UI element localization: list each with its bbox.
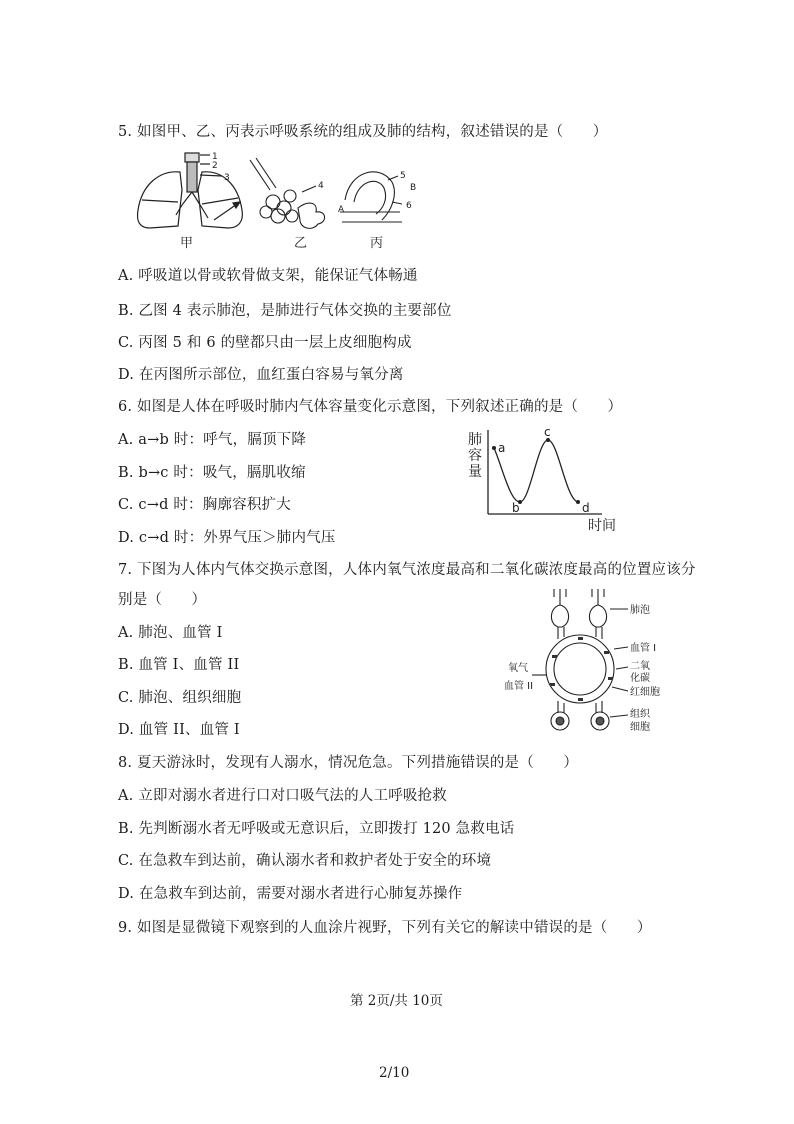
label-co2-2: 化碳 xyxy=(630,673,650,684)
label-B: B xyxy=(410,183,417,193)
label-6: 6 xyxy=(406,201,412,211)
lung-volume-curve xyxy=(494,440,578,502)
alveolus-right xyxy=(589,605,606,627)
q5-option-d: D. 在丙图所示部位，血红蛋白容易与氧分离 xyxy=(118,367,404,383)
question-8-stem: 8. 夏天游泳时，发现有人溺水，情况危急。下列措施错误的是（ ） xyxy=(118,755,579,771)
question-7-stem-line1: 7. 下图为人体内气体交换示意图，人体内氧气浓度最高和二氧化碳浓度最高的位置应该分 xyxy=(118,562,696,578)
q8-option-b: B. 先判断溺水者无呼吸或无意识后，立即拨打 120 急救电话 xyxy=(118,821,515,837)
label-5: 5 xyxy=(400,171,406,181)
point-d xyxy=(576,500,580,504)
q5-option-a: A. 呼吸道以骨或软骨做支架，能保证气体畅通 xyxy=(118,268,418,284)
label-A: A xyxy=(338,205,345,215)
lungs-diagram xyxy=(138,153,243,228)
q8-option-a: A. 立即对溺水者进行口对口吸气法的人工呼吸抢救 xyxy=(118,788,447,804)
page-footer-label: 第 2页/共 10页 xyxy=(350,993,443,1009)
q8-option-c: C. 在急救车到达前，确认溺水者和救护者处于安全的环境 xyxy=(118,853,492,869)
respiratory-system-figure xyxy=(130,150,430,250)
graph-ylabel-1: 肺 xyxy=(468,432,482,448)
label-co2-1: 二氧 xyxy=(630,661,650,672)
label-tissue-2: 细胞 xyxy=(630,722,650,733)
label-yi: 乙 xyxy=(294,236,308,250)
gas-exchange-figure xyxy=(500,585,680,737)
label-point-c: c xyxy=(544,426,551,439)
label-oxygen: 氧气 xyxy=(508,663,528,674)
question-5-stem: 5. 如图甲、乙、丙表示呼吸系统的组成及肺的结构，叙述错误的是（ ） xyxy=(118,124,608,140)
label-1: 1 xyxy=(212,152,218,162)
label-rbc: 红细胞 xyxy=(630,687,660,698)
q6-option-c: C. c→d 时：胸廓容积扩大 xyxy=(118,497,291,513)
alveoli-diagram xyxy=(250,158,325,228)
q6-option-a: A. a→b 时：呼气，膈顶下降 xyxy=(118,432,307,448)
label-2: 2 xyxy=(212,161,218,171)
point-a xyxy=(492,446,496,450)
q6-option-d: D. c→d 时：外界气压＞肺内气压 xyxy=(118,530,336,546)
label-3: 3 xyxy=(224,173,230,183)
red-blood-cells xyxy=(550,637,613,701)
q5-option-c: C. 丙图 5 和 6 的壁都只由一层上皮细胞构成 xyxy=(118,335,412,351)
page-number: 2/10 xyxy=(379,1065,410,1081)
label-point-a: a xyxy=(498,441,506,455)
label-point-d: d xyxy=(582,501,590,515)
q7-option-c: C. 肺泡、组织细胞 xyxy=(118,690,242,706)
alveolus-left xyxy=(551,605,568,627)
graph-ylabel-3: 量 xyxy=(468,464,482,480)
label-bing: 丙 xyxy=(370,236,384,250)
graph-xlabel: 时间 xyxy=(588,518,616,534)
q7-option-a: A. 肺泡、血管 I xyxy=(118,625,223,641)
q8-option-d: D. 在急救车到达前，需要对溺水者进行心肺复苏操作 xyxy=(118,886,463,902)
capillary-diagram xyxy=(340,172,402,222)
label-4: 4 xyxy=(318,181,324,191)
label-point-b: b xyxy=(512,501,520,515)
question-6-stem: 6. 如图是人体在呼吸时肺内气体容量变化示意图，下列叙述正确的是（ ） xyxy=(118,399,623,415)
q5-option-b: B. 乙图 4 表示肺泡，是肺进行气体交换的主要部位 xyxy=(118,303,452,319)
question-7-stem-line2: 别是（ ） xyxy=(118,592,207,608)
vessel-ring-outer xyxy=(546,635,614,703)
q7-option-d: D. 血管 II、血管 I xyxy=(118,722,240,738)
vessel-ring-inner xyxy=(554,643,606,695)
lung-volume-graph xyxy=(462,426,632,534)
label-vessel-2: 血管 II xyxy=(504,681,534,692)
label-vessel-1: 血管 I xyxy=(630,643,657,654)
label-tissue-1: 组织 xyxy=(630,709,650,720)
q7-option-b: B. 血管 I、血管 II xyxy=(118,657,240,673)
q6-option-b: B. b→c 时：吸气，膈肌收缩 xyxy=(118,465,306,481)
graph-ylabel-2: 容 xyxy=(468,448,482,464)
label-alveolus: 肺泡 xyxy=(630,605,650,616)
label-jia: 甲 xyxy=(180,236,194,250)
question-9-stem: 9. 如图是显微镜下观察到的人血涂片视野，下列有关它的解读中错误的是（ ） xyxy=(118,920,652,936)
